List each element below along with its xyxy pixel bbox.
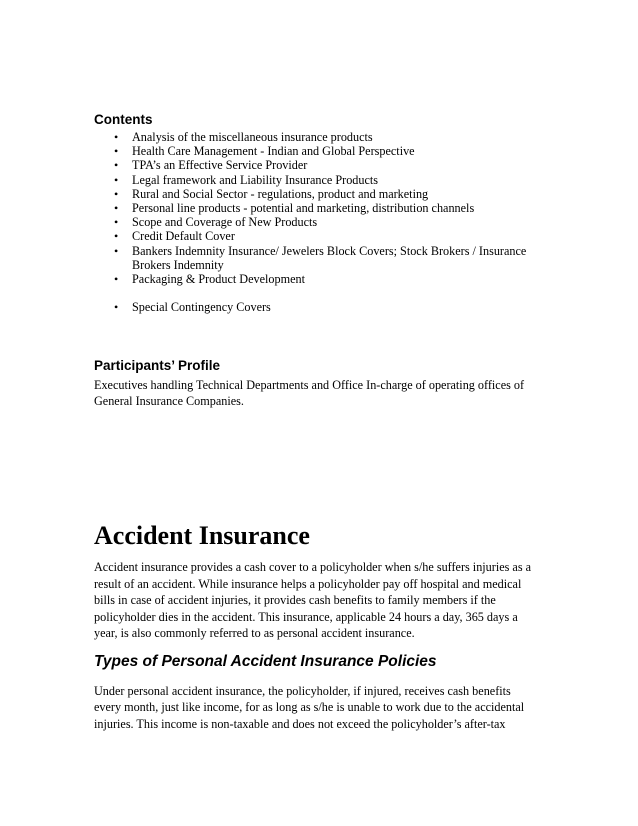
bullet-icon: • [114, 215, 119, 230]
paragraph-line: Accident insurance provides a cash cover to a policyholder when s/he suffers injuries as a [94, 560, 532, 574]
list-item-text: Packaging & Product Development [132, 272, 305, 287]
participants-heading: Participants’ Profile [94, 358, 221, 373]
paragraph-line: year, is also commonly referred to as personal accident insurance. [94, 626, 415, 641]
list-item [94, 229, 554, 243]
list-item-text: TPA’s an Effective Service Provider [132, 158, 308, 173]
list-item [94, 244, 554, 272]
list-item-text: Bankers Indemnity Insurance/ Jewelers Block Covers; Stock Brokers / Insurance [132, 243, 527, 258]
paragraph-line: every month, just like income, for as long as s/he is unable to work due to the accidental [94, 700, 525, 715]
list-item-text: Analysis of the miscellaneous insurance products [132, 130, 373, 144]
list-item [94, 187, 554, 201]
list-item [94, 300, 554, 314]
contents-heading: Contents [94, 112, 153, 127]
bullet-icon: • [114, 158, 119, 173]
accident-insurance-heading: Accident Insurance [94, 521, 310, 550]
list-item [94, 215, 554, 229]
list-item-text: Rural and Social Sector - regulations, product and marketing [132, 186, 429, 201]
paragraph-line: policyholder dies in the accident. This insurance, applicable 24 hours a day, 365 days a [94, 609, 518, 624]
list-item-text-continued: Brokers Indemnity [132, 257, 224, 272]
list-item-text: Health Care Management - Indian and Global Perspective [132, 144, 415, 159]
paragraph-line: Executives handling Technical Departments and Office In-charge of operating offices of [94, 378, 525, 392]
bullet-icon: • [114, 229, 119, 244]
list-item [94, 173, 554, 187]
list-item [94, 201, 554, 215]
paragraph-line: Under personal accident insurance, the policyholder, if injured, receives cash benefits [94, 684, 511, 698]
types-heading: Types of Personal Accident Insurance Policies [94, 653, 437, 670]
bullet-icon: • [114, 172, 119, 187]
list-item-text: Legal framework and Liability Insurance Products [132, 172, 379, 187]
bullet-icon: • [114, 130, 119, 144]
list-item-text: Credit Default Cover [132, 229, 235, 244]
paragraph-line: General Insurance Companies. [94, 394, 244, 409]
bullet-icon: • [114, 144, 119, 159]
bullet-icon: • [114, 201, 119, 216]
participants-paragraph [94, 377, 554, 410]
list-item-text: Special Contingency Covers [132, 300, 271, 315]
bullet-icon: • [114, 272, 119, 287]
paragraph-line: bills in case of accident injuries, it provides cash benefits to family members if the [94, 593, 496, 608]
list-item [94, 272, 554, 286]
list-item-text: Personal line products - potential and marketing, distribution channels [132, 201, 475, 216]
list-item [94, 130, 554, 144]
bullet-icon: • [114, 300, 119, 315]
list-item [94, 158, 554, 172]
list-item [94, 144, 554, 158]
accident-insurance-paragraph [94, 559, 554, 642]
contents-list [94, 130, 554, 314]
paragraph-line: result of an accident. While insurance helps a policyholder pay off hospital and medical [94, 576, 522, 591]
bullet-icon: • [114, 186, 119, 201]
list-item-text: Scope and Coverage of New Products [132, 215, 318, 230]
paragraph-line: injuries. This income is non-taxable and does not exceed the policyholder’s after-tax [94, 716, 506, 731]
bullet-icon: • [114, 243, 119, 258]
types-paragraph [94, 683, 554, 732]
